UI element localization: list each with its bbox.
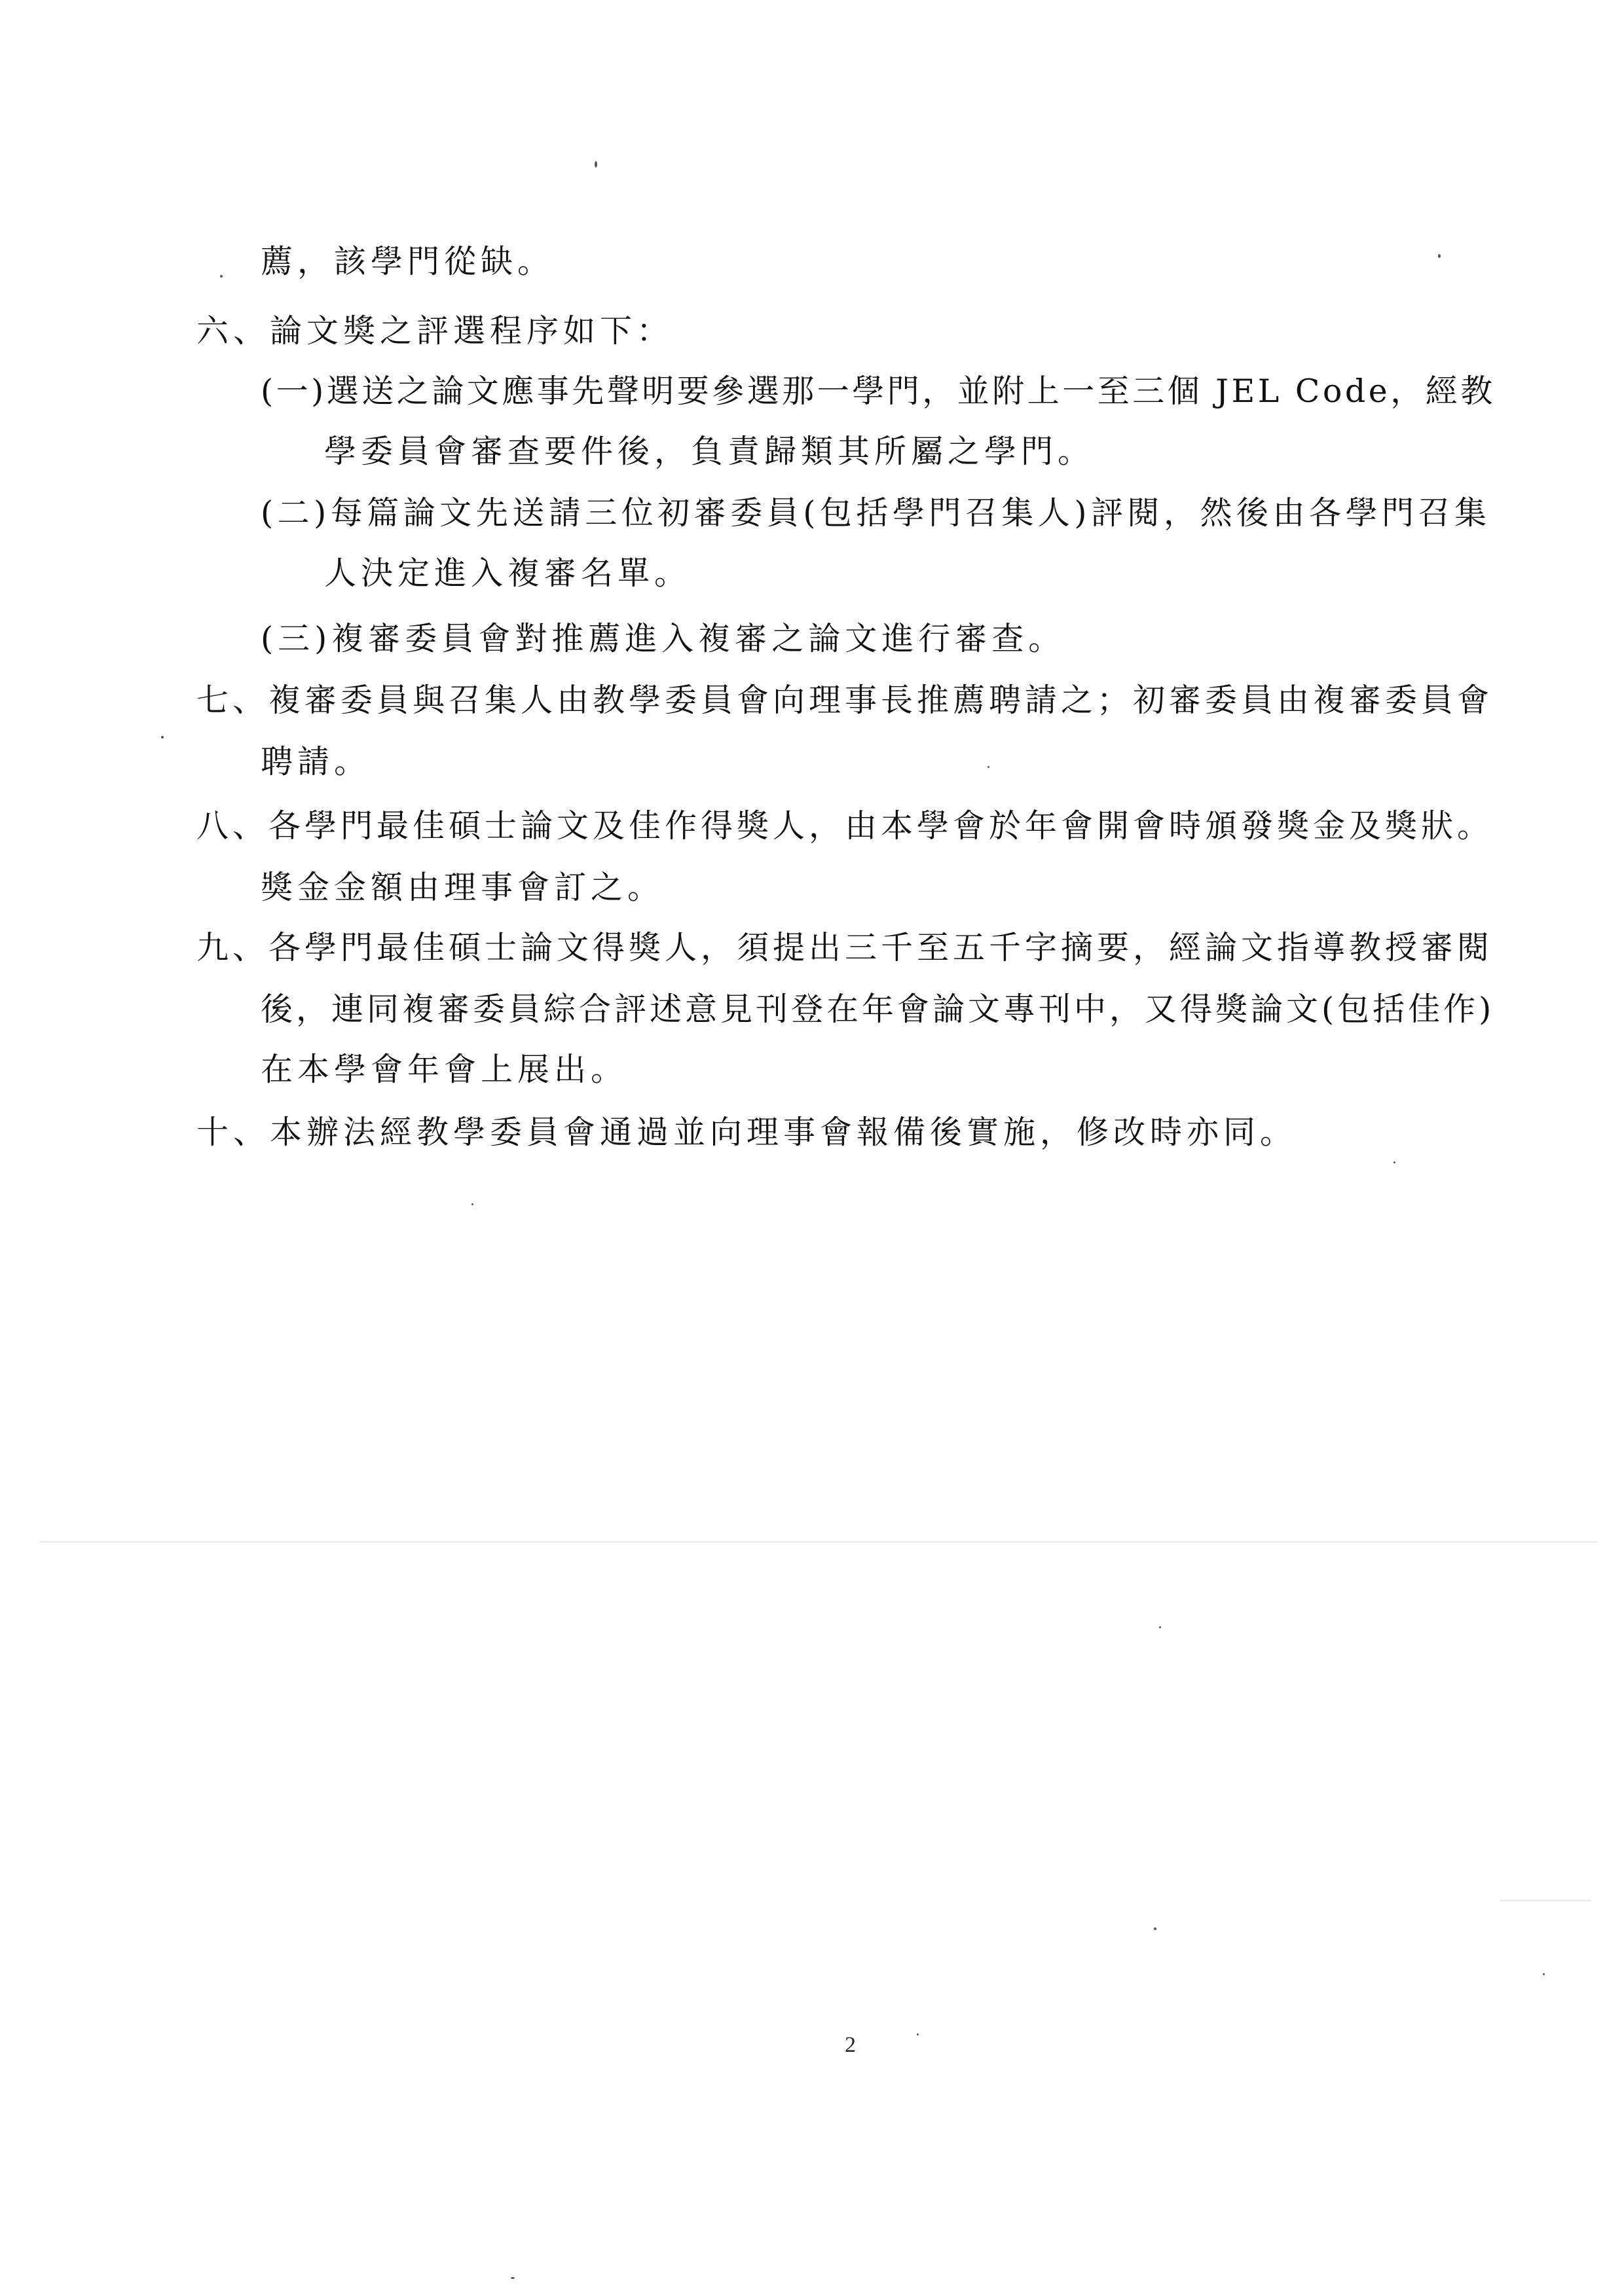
section-item-9: 九、各學門最佳碩士論文得獎人，須提出三千至五千字摘要，經論文指導教授審閱 — [196, 929, 1494, 966]
section-item-10: 十、本辦法經教學委員會通過並向理事會報備後實施，修改時亦同。 — [196, 1114, 1297, 1151]
text-line: 人決定進入複審名單。 — [324, 555, 692, 592]
text-line: 聘請。 — [261, 743, 371, 780]
scan-speck — [1393, 1161, 1395, 1163]
text-line: 薦，該學門從缺。 — [261, 243, 555, 280]
text-line: (三)複審委員會對推薦進入複審之論文進行審查。 — [261, 620, 1065, 657]
page-number: 2 — [845, 2033, 856, 2057]
text-line: 學委員會審查要件後，負責歸類其所屬之學門。 — [324, 433, 1095, 470]
scan-speck — [511, 2277, 515, 2279]
text-line: 獎金金額由理事會訂之。 — [261, 869, 665, 906]
scan-speck — [161, 736, 164, 738]
scan-speck — [917, 2033, 919, 2035]
scan-speck — [1159, 1626, 1161, 1628]
section-heading-6: 六、論文獎之評選程序如下： — [196, 312, 674, 350]
text-line: 在本學會年會上展出。 — [261, 1051, 628, 1088]
scan-speck — [1438, 254, 1441, 258]
scan-line — [1500, 1900, 1591, 1901]
scan-speck — [1154, 1927, 1156, 1930]
section-item-8: 八、各學門最佳碩士論文及佳作得獎人，由本學會於年會開會時頒發獎金及獎狀。 — [196, 807, 1494, 845]
text-line: (一)選送之論文應事先聲明要參選那一學門，並附上一至三個 JEL Code，經教 — [261, 373, 1496, 410]
section-item-7: 七、複審委員與召集人由教學委員會向理事長推薦聘請之；初審委員由複審委員會 — [196, 682, 1494, 719]
text-line: 後，連同複審委員綜合評述意見刊登在年會論文專刊中，又得獎論文(包括佳作) — [261, 991, 1495, 1028]
scan-speck — [987, 766, 989, 768]
scan-speck — [220, 275, 223, 278]
scan-line — [39, 1541, 1598, 1542]
text-line: (二)每篇論文先送請三位初審委員(包括學門召集人)評閱，然後由各學門召集 — [261, 494, 1491, 532]
scan-speck — [595, 161, 597, 168]
scan-speck — [1543, 1973, 1545, 1975]
scan-speck — [471, 1203, 473, 1205]
